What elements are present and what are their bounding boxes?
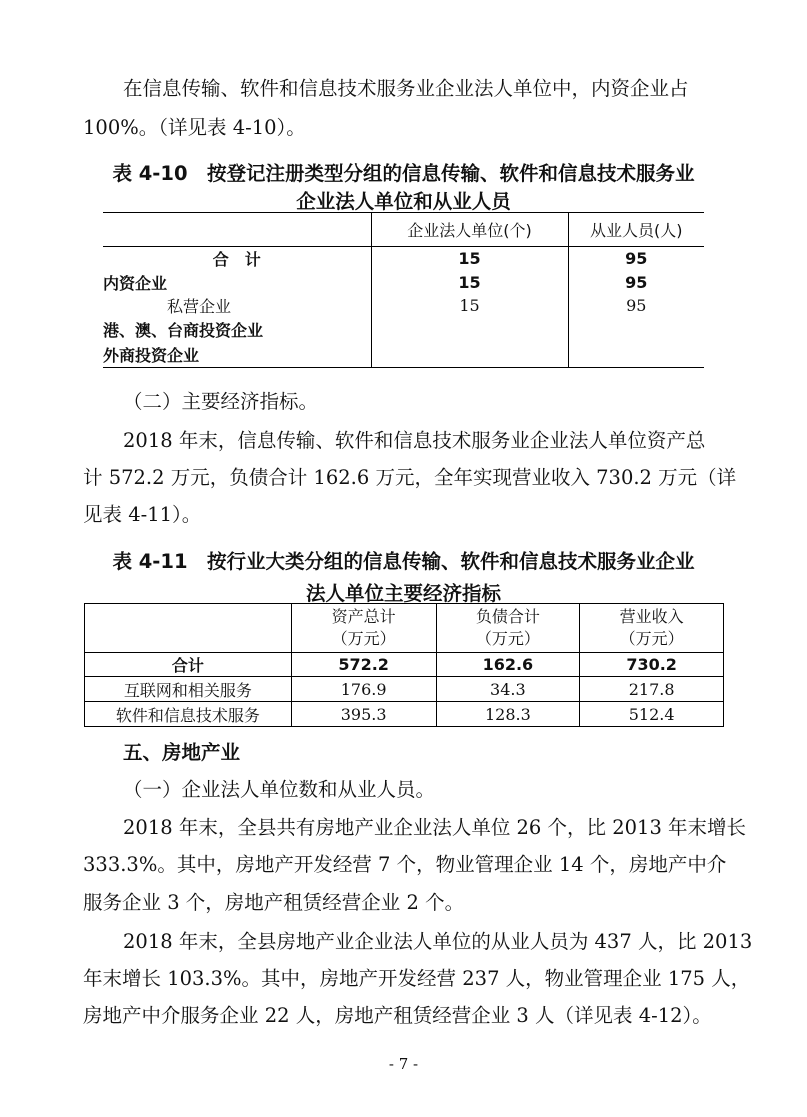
table-row xyxy=(103,294,704,318)
paragraph-1-line-2: 100%。（详见表 4-10）。 xyxy=(83,116,306,139)
header-revenue-line-1: 营业收入 xyxy=(619,607,684,626)
row-label-private: 私营企业 xyxy=(167,297,232,317)
cell-units xyxy=(371,318,568,342)
row-label-internet: 互联网和相关服务 xyxy=(85,677,292,702)
cell-staff xyxy=(568,318,704,342)
page-number: - 7 - xyxy=(388,1055,419,1073)
table-4-10-title-line-2: 企业法人单位和从业人员 xyxy=(296,190,511,213)
table-4-11-title-line-2: 法人单位主要经济指标 xyxy=(305,582,501,605)
paragraph-3-line-2: 计 572.2 万元，负债合计 162.6 万元，全年实现营业收入 730.2 万元（详 xyxy=(83,466,737,489)
header-cell-blank xyxy=(85,604,292,653)
cell-units: 15 xyxy=(371,271,568,295)
table-row xyxy=(103,318,704,342)
cell-units: 15 xyxy=(371,247,568,271)
cell-liabilities: 162.6 xyxy=(436,653,580,677)
table-header-row xyxy=(85,604,724,653)
table-row xyxy=(85,702,724,727)
paragraph-3-line-3: 见表 4-11）。 xyxy=(83,503,202,526)
row-label-foreign: 外商投资企业 xyxy=(103,345,200,365)
cell-units xyxy=(371,341,568,368)
table-row xyxy=(85,653,724,677)
paragraph-5-line-2: 333.3%。其中，房地产开发经营 7 个，物业管理企业 14 个，房地产中介 xyxy=(83,853,727,876)
cell-units: 15 xyxy=(371,294,568,318)
table-4-10 xyxy=(103,212,704,368)
cell-assets: 176.9 xyxy=(291,677,436,702)
table-4-10-title-line-1: 表 4-10 按登记注册类型分组的信息传输、软件和信息技术服务业 xyxy=(112,162,695,185)
cell-assets: 395.3 xyxy=(291,702,436,727)
section-heading-real-estate: 五、房地产业 xyxy=(123,741,241,764)
paragraph-5-line-1: 2018 年末，全县共有房地产业企业法人单位 26 个，比 2013 年末增长 xyxy=(123,816,747,839)
row-label-hk-macao-taiwan: 港、澳、台商投资企业 xyxy=(103,320,264,340)
cell-staff xyxy=(568,341,704,368)
paragraph-2: （二）主要经济指标。 xyxy=(123,390,319,413)
paragraph-1-line-1: 在信息传输、软件和信息技术服务业企业法人单位中，内资企业占 xyxy=(123,77,689,100)
row-label-total: 合计 xyxy=(85,653,292,677)
table-row xyxy=(103,271,704,295)
header-staff: 从业人员(人) xyxy=(568,213,704,247)
table-4-11-title-line-1: 表 4-11 按行业大类分组的信息传输、软件和信息技术服务业企业 xyxy=(112,550,695,573)
table-row xyxy=(85,677,724,702)
cell-liabilities: 128.3 xyxy=(436,702,580,727)
row-label-domestic: 内资企业 xyxy=(103,273,168,293)
table-header-row xyxy=(103,213,704,247)
header-revenue xyxy=(580,604,724,653)
table-4-11 xyxy=(84,603,724,727)
paragraph-4: （一）企业法人单位数和从业人员。 xyxy=(123,778,436,801)
cell-liabilities: 34.3 xyxy=(436,677,580,702)
table-row xyxy=(103,341,704,368)
header-units: 企业法人单位(个) xyxy=(371,213,568,247)
cell-staff: 95 xyxy=(568,294,704,318)
row-label-total: 合 计 xyxy=(212,250,261,270)
paragraph-6-line-2: 年末增长 103.3%。其中，房地产开发经营 237 人，物业管理企业 175 人， xyxy=(83,967,751,990)
row-label-software: 软件和信息技术服务 xyxy=(85,702,292,727)
table-row xyxy=(103,247,704,271)
cell-staff: 95 xyxy=(568,271,704,295)
paragraph-6-line-3: 房地产中介服务企业 22 人，房地产租赁经营企业 3 人（详见表 4-12）。 xyxy=(83,1004,712,1027)
cell-revenue: 512.4 xyxy=(580,702,724,727)
paragraph-3-line-1: 2018 年末，信息传输、软件和信息技术服务业企业法人单位资产总 xyxy=(123,429,706,452)
header-liabilities-line-2: （万元） xyxy=(475,629,540,648)
header-revenue-line-2: （万元） xyxy=(619,629,684,648)
cell-staff: 95 xyxy=(568,247,704,271)
cell-revenue: 730.2 xyxy=(580,653,724,677)
header-liabilities-line-1: 负债合计 xyxy=(475,607,540,626)
header-assets xyxy=(291,604,436,653)
header-assets-line-1: 资产总计 xyxy=(331,607,396,626)
paragraph-6-line-1: 2018 年末，全县房地产业企业法人单位的从业人员为 437 人，比 2013 xyxy=(123,930,753,953)
header-cell-blank xyxy=(103,213,371,247)
header-assets-line-2: （万元） xyxy=(331,629,396,648)
header-liabilities xyxy=(436,604,580,653)
cell-assets: 572.2 xyxy=(291,653,436,677)
paragraph-5-line-3: 服务企业 3 个，房地产租赁经营企业 2 个。 xyxy=(83,891,465,914)
cell-revenue: 217.8 xyxy=(580,677,724,702)
